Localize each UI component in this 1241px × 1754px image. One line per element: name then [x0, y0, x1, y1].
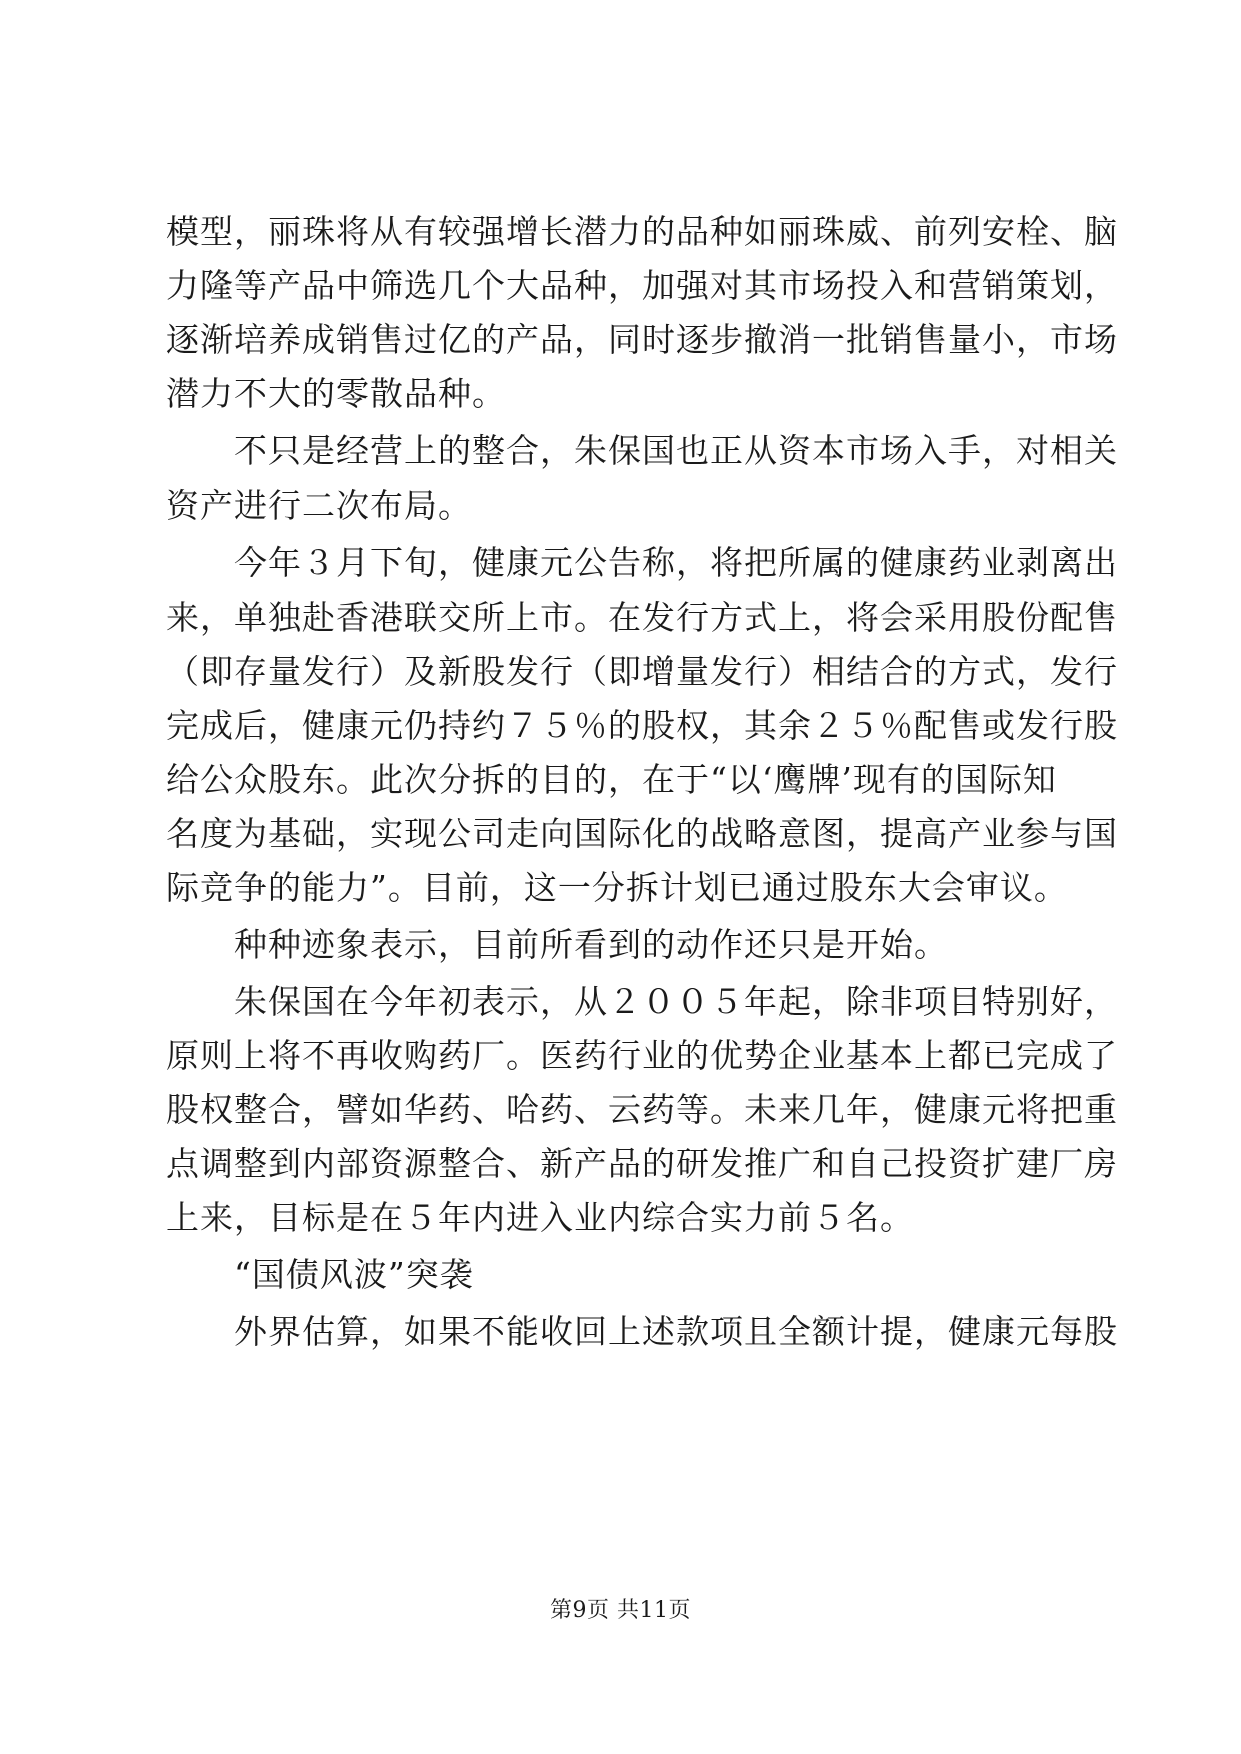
text-line: 朱保国在今年初表示，从２００５年起，除非项目特别好，: [166, 982, 1118, 1021]
text-line: 模型，丽珠将从有较强增长潜力的品种如丽珠威、前列安栓、脑: [166, 212, 1118, 251]
text-line: 逐渐培养成销售过亿的产品，同时逐步撤消一批销售量小，市场: [166, 320, 1118, 359]
text-line: 来，单独赴香港联交所上市。在发行方式上，将会采用股份配售: [166, 598, 1118, 637]
text-line: 股权整合，譬如华药、哈药、云药等。未来几年，健康元将把重: [166, 1090, 1118, 1129]
text-line: 上来，目标是在５年内进入业内综合实力前５名。: [166, 1198, 914, 1237]
text-line: 完成后，健康元仍持约７５％的股权，其余２５％配售或发行股: [166, 706, 1118, 745]
text-line: 不只是经营上的整合，朱保国也正从资本市场入手，对相关: [166, 431, 1118, 470]
text-line: 潜力不大的零散品种。: [166, 374, 506, 413]
text-line: 原则上将不再收购药厂。医药行业的优势企业基本上都已完成了: [166, 1036, 1118, 1075]
text-line: 今年３月下旬，健康元公告称，将把所属的健康药业剥离出: [166, 543, 1118, 582]
text-line: 种种迹象表示，目前所看到的动作还只是开始。: [166, 925, 948, 964]
text-line: 外界估算，如果不能收回上述款项且全额计提，健康元每股: [166, 1312, 1118, 1351]
text-line: 点调整到内部资源整合、新产品的研发推广和自己投资扩建厂房: [166, 1144, 1118, 1183]
text-line: 给公众股东。此次分拆的目的，在于“以‘鹰牌’现有的国际知: [166, 760, 1057, 799]
section-heading: “国债风波”突袭: [166, 1255, 474, 1294]
text-line: 际竞争的能力”。目前，这一分拆计划已通过股东大会审议。: [166, 868, 1068, 907]
page-number: 第9页 共11页: [550, 1598, 691, 1623]
text-line: 力隆等产品中筛选几个大品种，加强对其市场投入和营销策划，: [166, 266, 1118, 305]
text-line: （即存量发行）及新股发行（即增量发行）相结合的方式，发行: [166, 652, 1118, 691]
text-line: 资产进行二次布局。: [166, 486, 472, 525]
text-line: 名度为基础，实现公司走向国际化的战略意图，提高产业参与国: [166, 814, 1118, 853]
